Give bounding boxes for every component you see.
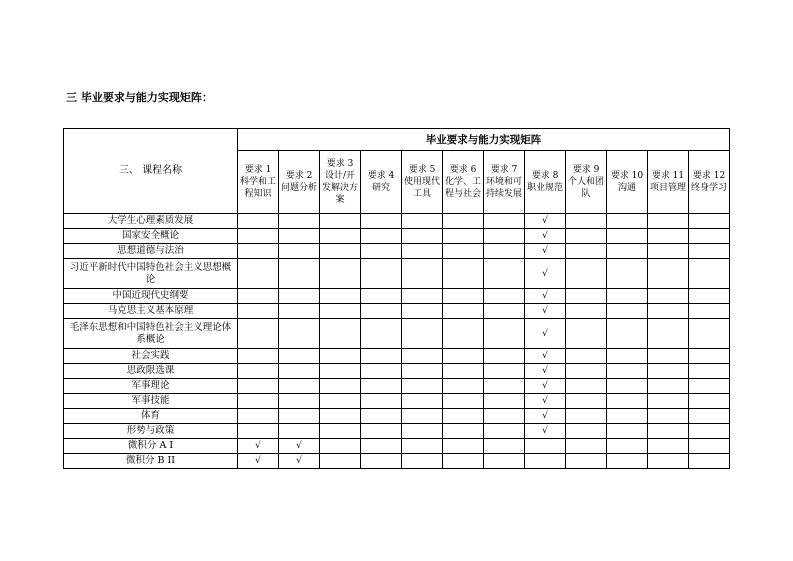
empty-cell [648,424,689,439]
empty-cell [320,304,361,319]
empty-cell [484,349,525,364]
empty-cell [443,364,484,379]
table-row [64,259,730,289]
requirement-header-10: 要求 10 沟通 [607,151,648,214]
empty-cell [402,289,443,304]
course-name: 军事理论 [64,379,238,394]
empty-cell [361,424,402,439]
table-row [64,454,730,469]
empty-cell [484,214,525,229]
empty-cell [320,244,361,259]
requirement-header-12: 要求 12 终身学习 [689,151,730,214]
empty-cell [238,214,279,229]
empty-cell [402,319,443,349]
empty-cell [443,394,484,409]
empty-cell [566,394,607,409]
requirement-header-1: 要求 1 科学和工程知识 [238,151,279,214]
empty-cell [443,229,484,244]
empty-cell [279,379,320,394]
empty-cell [648,364,689,379]
empty-cell [402,304,443,319]
empty-cell [443,319,484,349]
empty-cell [607,349,648,364]
empty-cell [320,319,361,349]
requirement-header-4: 要求 4 研究 [361,151,402,214]
empty-cell [689,319,730,349]
table-row [64,214,730,229]
empty-cell [648,319,689,349]
empty-cell [361,244,402,259]
empty-cell [320,409,361,424]
course-rows [64,214,730,469]
empty-cell [484,304,525,319]
empty-cell [443,424,484,439]
course-name: 大学生心理素质发展 [64,214,238,229]
empty-cell [361,349,402,364]
empty-cell [443,379,484,394]
check-mark: √ [525,304,566,319]
course-name: 微积分 A I [64,439,238,454]
check-mark: √ [238,439,279,454]
empty-cell [361,454,402,469]
empty-cell [320,379,361,394]
empty-cell [566,229,607,244]
empty-cell [689,349,730,364]
empty-cell [607,454,648,469]
course-name: 中国近现代史纲要 [64,289,238,304]
empty-cell [361,214,402,229]
empty-cell [279,214,320,229]
empty-cell [566,319,607,349]
empty-cell [443,289,484,304]
empty-cell [566,244,607,259]
empty-cell [689,379,730,394]
empty-cell [689,394,730,409]
empty-cell [648,229,689,244]
requirement-header-6: 要求 6 化学、工程与社会 [443,151,484,214]
empty-cell [402,244,443,259]
empty-cell [607,214,648,229]
course-name: 毛泽东思想和中国特色社会主义理论体系概论 [64,319,238,349]
empty-cell [689,304,730,319]
empty-cell [361,229,402,244]
empty-cell [607,319,648,349]
check-mark: √ [238,454,279,469]
requirements-matrix-table [63,128,730,469]
requirement-header-7: 要求 7 环境和可持续发展 [484,151,525,214]
requirement-header-8: 要求 8 职业规范 [525,151,566,214]
empty-cell [238,289,279,304]
empty-cell [484,319,525,349]
table-row [64,304,730,319]
course-name: 微积分 B II [64,454,238,469]
empty-cell [689,364,730,379]
table-row [64,364,730,379]
empty-cell [607,394,648,409]
empty-cell [238,364,279,379]
empty-cell [648,289,689,304]
empty-cell [484,229,525,244]
check-mark: √ [525,394,566,409]
table-row [64,319,730,349]
empty-cell [402,364,443,379]
empty-cell [361,304,402,319]
empty-cell [238,244,279,259]
empty-cell [648,454,689,469]
empty-cell [320,364,361,379]
empty-cell [320,349,361,364]
empty-cell [320,394,361,409]
empty-cell [238,409,279,424]
course-name: 思政限选课 [64,364,238,379]
empty-cell [443,439,484,454]
empty-cell [238,349,279,364]
empty-cell [607,259,648,289]
course-name: 习近平新时代中国特色社会主义思想概论 [64,259,238,289]
empty-cell [320,424,361,439]
empty-cell [607,229,648,244]
empty-cell [443,409,484,424]
empty-cell [525,454,566,469]
empty-cell [279,244,320,259]
empty-cell [238,259,279,289]
section-heading: 三 毕业要求与能力实现矩阵： [66,91,213,104]
empty-cell [279,409,320,424]
empty-cell [361,379,402,394]
requirement-header-2: 要求 2 问题分析 [279,151,320,214]
empty-cell [648,409,689,424]
empty-cell [484,379,525,394]
empty-cell [484,409,525,424]
empty-cell [689,409,730,424]
check-mark: √ [279,454,320,469]
empty-cell [607,304,648,319]
empty-cell [279,229,320,244]
empty-cell [443,244,484,259]
empty-cell [566,349,607,364]
empty-cell [566,289,607,304]
check-mark: √ [525,229,566,244]
course-name: 社会实践 [64,349,238,364]
empty-cell [689,454,730,469]
empty-cell [648,259,689,289]
empty-cell [279,364,320,379]
check-mark: √ [525,379,566,394]
course-name: 体育 [64,409,238,424]
empty-cell [279,304,320,319]
empty-cell [484,364,525,379]
empty-cell [361,259,402,289]
course-name: 国家安全概论 [64,229,238,244]
empty-cell [566,424,607,439]
empty-cell [566,379,607,394]
table-row [64,394,730,409]
empty-cell [566,259,607,289]
empty-cell [402,409,443,424]
empty-cell [443,259,484,289]
check-mark: √ [525,424,566,439]
requirement-header-5: 要求 5 使用现代工具 [402,151,443,214]
empty-cell [402,379,443,394]
empty-cell [279,349,320,364]
table-row [64,409,730,424]
empty-cell [238,319,279,349]
check-mark: √ [525,409,566,424]
empty-cell [279,259,320,289]
empty-cell [566,454,607,469]
empty-cell [484,439,525,454]
empty-cell [689,289,730,304]
empty-cell [402,424,443,439]
empty-cell [648,394,689,409]
requirement-header-3: 要求 3 设计/开发解决方案 [320,151,361,214]
requirement-header-9: 要求 9 个人和团队 [566,151,607,214]
empty-cell [607,244,648,259]
empty-cell [238,229,279,244]
table-row [64,349,730,364]
empty-cell [648,304,689,319]
empty-cell [689,424,730,439]
empty-cell [607,424,648,439]
empty-cell [238,394,279,409]
empty-cell [566,364,607,379]
course-name: 形势与政策 [64,424,238,439]
check-mark: √ [525,244,566,259]
empty-cell [279,424,320,439]
empty-cell [484,244,525,259]
requirement-header-11: 要求 11 项目管理 [648,151,689,214]
empty-cell [320,214,361,229]
empty-cell [607,409,648,424]
course-name: 军事技能 [64,394,238,409]
check-mark: √ [279,439,320,454]
empty-cell [566,304,607,319]
empty-cell [279,319,320,349]
empty-cell [648,439,689,454]
empty-cell [279,289,320,304]
check-mark: √ [525,289,566,304]
empty-cell [648,379,689,394]
course-column-header: 三、 课程名称 [64,129,238,214]
empty-cell [279,394,320,409]
empty-cell [238,379,279,394]
table-row [64,424,730,439]
empty-cell [484,454,525,469]
table-row [64,439,730,454]
empty-cell [689,214,730,229]
empty-cell [402,259,443,289]
empty-cell [484,424,525,439]
empty-cell [402,349,443,364]
empty-cell [402,394,443,409]
empty-cell [648,349,689,364]
empty-cell [484,259,525,289]
course-name: 马克思主义基本原理 [64,304,238,319]
empty-cell [689,244,730,259]
empty-cell [689,439,730,454]
empty-cell [443,454,484,469]
matrix-title: 毕业要求与能力实现矩阵 [238,129,730,151]
table-row [64,229,730,244]
empty-cell [566,214,607,229]
empty-cell [607,379,648,394]
empty-cell [443,214,484,229]
table-row [64,244,730,259]
empty-cell [361,439,402,454]
empty-cell [238,304,279,319]
empty-cell [320,259,361,289]
empty-cell [361,394,402,409]
empty-cell [402,214,443,229]
empty-cell [443,304,484,319]
empty-cell [566,409,607,424]
empty-cell [320,229,361,244]
empty-cell [361,319,402,349]
empty-cell [361,409,402,424]
empty-cell [238,424,279,439]
empty-cell [484,289,525,304]
empty-cell [484,394,525,409]
empty-cell [607,439,648,454]
empty-cell [320,439,361,454]
empty-cell [402,454,443,469]
check-mark: √ [525,214,566,229]
table-row [64,379,730,394]
check-mark: √ [525,364,566,379]
empty-cell [648,244,689,259]
empty-cell [443,349,484,364]
empty-cell [566,439,607,454]
check-mark: √ [525,259,566,289]
empty-cell [525,439,566,454]
empty-cell [689,259,730,289]
empty-cell [607,289,648,304]
empty-cell [361,289,402,304]
empty-cell [402,439,443,454]
check-mark: √ [525,349,566,364]
empty-cell [648,214,689,229]
empty-cell [361,364,402,379]
empty-cell [402,229,443,244]
empty-cell [320,454,361,469]
table-row [64,289,730,304]
empty-cell [689,229,730,244]
check-mark: √ [525,319,566,349]
course-name: 思想道德与法治 [64,244,238,259]
empty-cell [320,289,361,304]
empty-cell [607,364,648,379]
